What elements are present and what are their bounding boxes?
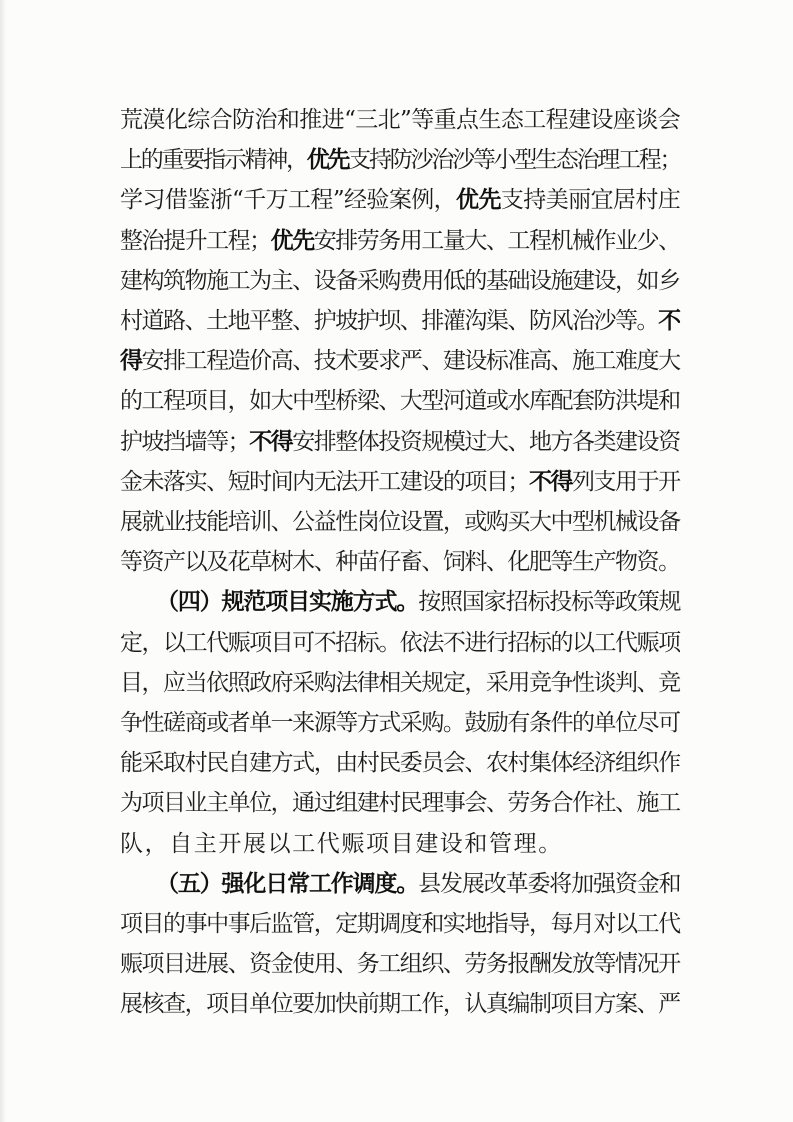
text-line <box>120 381 680 421</box>
text-line <box>120 140 680 180</box>
text-run: 能采取村民自建方式，由村民委员会、农村集体经济组织作 <box>120 750 680 777</box>
text-line <box>120 984 680 1024</box>
text-run: 支持防沙治沙等小型生态治理工程； <box>348 147 681 174</box>
text-run: 队，自主开展以工代赈项目建设和管理。 <box>120 830 563 857</box>
text-line <box>120 502 680 542</box>
text-run: 项目的事中事后监管，定期调度和实地指导，每月对以工代 <box>120 911 680 937</box>
text-run: 展就业技能培训、公益性岗位设置，或购买大中型机械设备 <box>120 509 680 535</box>
text-run: 学习借鉴浙“千万工程”经验案例， <box>120 187 457 214</box>
text-run: 支持美丽宜居村庄 <box>500 187 681 214</box>
text-run: 展核查，项目单位要加快前期工作，认真编制项目方案、严 <box>120 991 680 1018</box>
text-run: 的工程项目，如大中型桥梁、大型河道或水库配套防洪堤和 <box>120 388 680 415</box>
text-run: 建构筑物施工为主、设备采购费用低的基础设施建设，如乡 <box>120 267 680 294</box>
text-run: 安排整体投资规模过大、地方各类建设资 <box>292 428 680 455</box>
bold-text-run: 优先 <box>306 146 349 174</box>
bold-text-run: 得 <box>120 347 142 375</box>
text-line <box>156 582 716 622</box>
text-run: 金未落实、短时间内无法开工建设的项目； <box>120 468 529 495</box>
text-line <box>120 824 680 864</box>
text-run: 安排工程造价高、技术要求严、建设标准高、施工难度大 <box>141 348 680 375</box>
text-line <box>120 623 680 663</box>
bold-text-run: 不 <box>658 307 680 334</box>
bold-text-run: 不得 <box>249 427 293 455</box>
text-run: 争性磋商或者单一来源等方式采购。鼓励有条件的单位尽可 <box>120 710 680 736</box>
scan-shadow-edge <box>0 0 6 1122</box>
text-line <box>120 422 680 462</box>
text-line <box>120 462 680 502</box>
text-line <box>120 743 680 783</box>
text-line <box>120 944 680 984</box>
text-run: 目，应当依照政府采购法律相关规定，采用竞争性谈判、竞 <box>120 669 680 696</box>
text-run: 护坡挡墙等； <box>120 428 250 455</box>
text-line <box>156 864 716 904</box>
bold-text-run: 优先 <box>456 186 501 214</box>
text-line <box>120 100 680 140</box>
text-line <box>120 180 680 220</box>
text-line <box>120 221 680 261</box>
text-run: 整治提升工程； <box>120 227 271 254</box>
bold-text-run: （四）规范项目实施方式。 <box>156 588 419 616</box>
text-run: 村道路、土地平整、护坡护坝、排灌沟渠、防风治沙等。 <box>120 308 659 334</box>
text-run: 为项目业主单位，通过组建村民理事会、劳务合作社、施工 <box>120 790 680 817</box>
bold-text-run: 不得 <box>528 467 572 495</box>
text-line <box>120 783 680 823</box>
text-run: 等资产以及花草树木、种苗仔畜、饲料、化肥等生产物资。 <box>120 549 680 576</box>
text-run: 定，以工代赈项目可不招标。依法不进行招标的以工代赈项 <box>120 629 680 656</box>
text-line <box>120 261 680 301</box>
text-line <box>120 703 680 743</box>
text-run: 上的重要指示精神， <box>120 147 307 174</box>
bold-text-run: 优先 <box>270 226 314 254</box>
text-run: 列支用于开 <box>572 468 680 495</box>
bold-text-run: （五）强化日常工作调度。 <box>156 869 419 897</box>
text-run: 荒漠化综合防治和推进“三北”等重点生态工程建设座谈会 <box>120 107 681 133</box>
text-line <box>120 542 680 582</box>
text-run: 按照国家招标投标等政策规 <box>418 589 681 616</box>
text-run: 赈项目进展、资金使用、务工组织、劳务报酬发放等情况开 <box>120 951 680 978</box>
text-line <box>120 341 680 381</box>
text-line <box>120 904 680 944</box>
text-run: 安排劳务用工量大、工程机械作业少、 <box>313 227 680 254</box>
text-line <box>120 663 680 703</box>
text-line <box>120 301 680 341</box>
text-run: 县发展改革委将加强资金和 <box>418 870 681 897</box>
